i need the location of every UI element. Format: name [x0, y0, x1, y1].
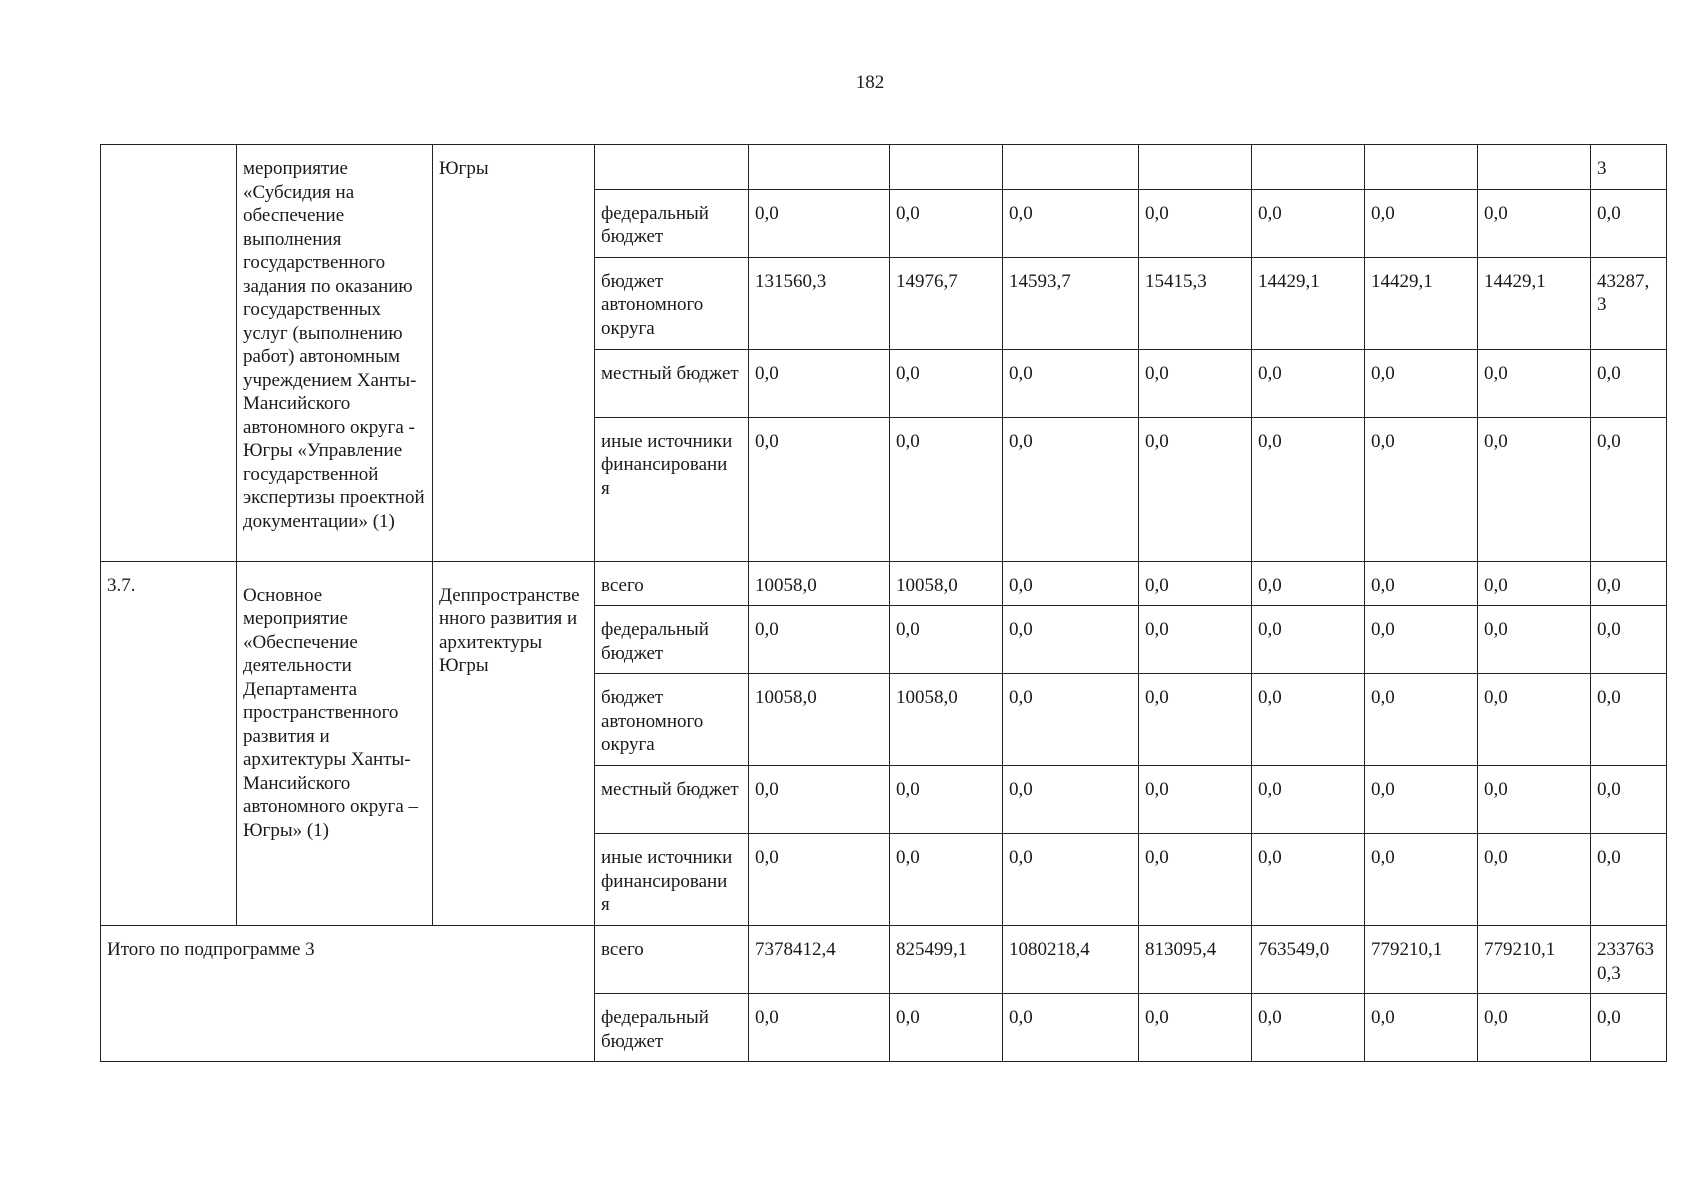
- amount-cell: [1365, 145, 1478, 190]
- funding-source-cell: федеральный бюджет: [595, 994, 749, 1062]
- amount-cell: 763549,0: [1252, 926, 1365, 994]
- amount-cell: 0,0: [1591, 834, 1667, 926]
- amount-cell: 0,0: [749, 834, 890, 926]
- amount-cell: 0,0: [1591, 766, 1667, 834]
- funding-source-cell: местный бюджет: [595, 766, 749, 834]
- amount-cell: 0,0: [1478, 417, 1591, 561]
- amount-cell: 7378412,4: [749, 926, 890, 994]
- amount-cell: [890, 145, 1003, 190]
- amount-cell: 10058,0: [890, 674, 1003, 766]
- amount-cell: 0,0: [1252, 606, 1365, 674]
- amount-cell: 0,0: [1478, 189, 1591, 257]
- funding-source-cell: иные источники финансировани я: [595, 417, 749, 561]
- amount-cell: 0,0: [1003, 834, 1139, 926]
- amount-cell: 0,0: [1252, 674, 1365, 766]
- amount-cell: 0,0: [1252, 994, 1365, 1062]
- page-number: 182: [855, 72, 885, 93]
- amount-cell: 0,0: [1139, 606, 1252, 674]
- amount-cell: 0,0: [1139, 417, 1252, 561]
- item-name-cell: Основное мероприятие «Обеспечение деятельности Департамента пространственного развития и архитектуры Ханты-Мансийского автономного округа – Югры» (1): [237, 561, 433, 926]
- amount-cell: 0,0: [1252, 834, 1365, 926]
- amount-cell: 0,0: [1003, 606, 1139, 674]
- amount-cell: 813095,4: [1139, 926, 1252, 994]
- amount-cell: 779210,1: [1478, 926, 1591, 994]
- amount-cell: 0,0: [1365, 766, 1478, 834]
- amount-cell: 0,0: [1139, 674, 1252, 766]
- amount-cell: 0,0: [1478, 994, 1591, 1062]
- amount-cell: 0,0: [1139, 994, 1252, 1062]
- amount-cell: 0,0: [1003, 417, 1139, 561]
- amount-cell: 0,0: [1478, 834, 1591, 926]
- amount-cell: 0,0: [1591, 561, 1667, 606]
- funding-source-cell: местный бюджет: [595, 349, 749, 417]
- funding-source-cell: [595, 145, 749, 190]
- amount-cell: 15415,3: [1139, 257, 1252, 349]
- amount-cell: 0,0: [1139, 189, 1252, 257]
- amount-cell: [1478, 145, 1591, 190]
- amount-cell: 0,0: [1365, 606, 1478, 674]
- amount-cell: 0,0: [1139, 766, 1252, 834]
- amount-cell: [1003, 145, 1139, 190]
- amount-cell: 0,0: [890, 766, 1003, 834]
- amount-cell: 14976,7: [890, 257, 1003, 349]
- amount-cell: 0,0: [1365, 674, 1478, 766]
- amount-cell: 131560,3: [749, 257, 890, 349]
- amount-cell: [1139, 145, 1252, 190]
- amount-cell: 0,0: [1365, 834, 1478, 926]
- table-row: [101, 145, 1667, 190]
- amount-cell: 0,0: [749, 189, 890, 257]
- amount-cell: 0,0: [1591, 349, 1667, 417]
- amount-cell: 0,0: [1478, 561, 1591, 606]
- amount-cell: 0,0: [1365, 417, 1478, 561]
- amount-cell: 1080218,4: [1003, 926, 1139, 994]
- amount-cell: 0,0: [749, 417, 890, 561]
- amount-cell: 0,0: [1003, 994, 1139, 1062]
- amount-cell: 779210,1: [1365, 926, 1478, 994]
- amount-cell: 0,0: [749, 606, 890, 674]
- amount-cell: 0,0: [1591, 417, 1667, 561]
- amount-cell: 0,0: [749, 349, 890, 417]
- item-number-cell: 3.7.: [101, 561, 237, 926]
- amount-cell: 0,0: [1365, 349, 1478, 417]
- amount-cell: 10058,0: [749, 561, 890, 606]
- table-row: [101, 561, 1667, 606]
- amount-cell: 0,0: [1591, 994, 1667, 1062]
- amount-cell: 0,0: [1591, 674, 1667, 766]
- amount-cell: 0,0: [1365, 561, 1478, 606]
- amount-cell: 10058,0: [890, 561, 1003, 606]
- amount-cell: 14429,1: [1252, 257, 1365, 349]
- amount-cell: [1252, 145, 1365, 190]
- amount-cell: 0,0: [1591, 189, 1667, 257]
- amount-cell: 0,0: [1252, 189, 1365, 257]
- funding-source-cell: иные источники финансировани я: [595, 834, 749, 926]
- funding-source-cell: бюджет автономного округа: [595, 257, 749, 349]
- amount-cell: 0,0: [890, 417, 1003, 561]
- funding-source-cell: бюджет автономного округа: [595, 674, 749, 766]
- amount-cell: 0,0: [1139, 834, 1252, 926]
- amount-cell: 0,0: [890, 606, 1003, 674]
- amount-cell: 0,0: [890, 994, 1003, 1062]
- amount-cell: 0,0: [1003, 766, 1139, 834]
- amount-cell: 0,0: [1252, 417, 1365, 561]
- amount-cell: 43287, 3: [1591, 257, 1667, 349]
- amount-cell: 0,0: [1003, 189, 1139, 257]
- amount-cell: 0,0: [1139, 561, 1252, 606]
- amount-cell: 14429,1: [1478, 257, 1591, 349]
- budget-table: [100, 144, 1667, 1062]
- amount-cell: 0,0: [1003, 561, 1139, 606]
- amount-cell: 0,0: [1252, 766, 1365, 834]
- amount-cell: 0,0: [1365, 994, 1478, 1062]
- total-label-cell: Итого по подпрограмме 3: [101, 926, 595, 1062]
- amount-cell: 0,0: [1139, 349, 1252, 417]
- item-name-cell: мероприятие «Субсидия на обеспечение выполнения государственного задания по оказанию государственных услуг (выполнению работ) автономным учреждением Ханты-Мансийского автономного округа - Югры «Управление государственной экспертизы проектной документации» (1): [237, 145, 433, 562]
- amount-cell: 233763 0,3: [1591, 926, 1667, 994]
- funding-source-cell: федеральный бюджет: [595, 189, 749, 257]
- executor-cell: Деппространстве нного развития и архитектуры Югры: [433, 561, 595, 926]
- funding-source-cell: всего: [595, 926, 749, 994]
- amount-cell: 14593,7: [1003, 257, 1139, 349]
- amount-cell: 0,0: [890, 189, 1003, 257]
- amount-cell: [749, 145, 890, 190]
- amount-cell: 0,0: [1365, 189, 1478, 257]
- amount-cell: 0,0: [1003, 349, 1139, 417]
- item-number-cell: [101, 145, 237, 562]
- amount-cell: 0,0: [1478, 766, 1591, 834]
- amount-cell: 825499,1: [890, 926, 1003, 994]
- amount-cell: 0,0: [749, 994, 890, 1062]
- table-row: [101, 926, 1667, 994]
- amount-cell: 0,0: [1252, 349, 1365, 417]
- amount-cell: 3: [1591, 145, 1667, 190]
- amount-cell: 0,0: [1003, 674, 1139, 766]
- amount-cell: 0,0: [1252, 561, 1365, 606]
- funding-source-cell: всего: [595, 561, 749, 606]
- amount-cell: 0,0: [1478, 606, 1591, 674]
- funding-source-cell: федеральный бюджет: [595, 606, 749, 674]
- amount-cell: 0,0: [1478, 349, 1591, 417]
- amount-cell: 0,0: [890, 349, 1003, 417]
- amount-cell: 0,0: [749, 766, 890, 834]
- amount-cell: 10058,0: [749, 674, 890, 766]
- executor-cell: Югры: [433, 145, 595, 562]
- amount-cell: 0,0: [1591, 606, 1667, 674]
- amount-cell: 0,0: [890, 834, 1003, 926]
- amount-cell: 0,0: [1478, 674, 1591, 766]
- amount-cell: 14429,1: [1365, 257, 1478, 349]
